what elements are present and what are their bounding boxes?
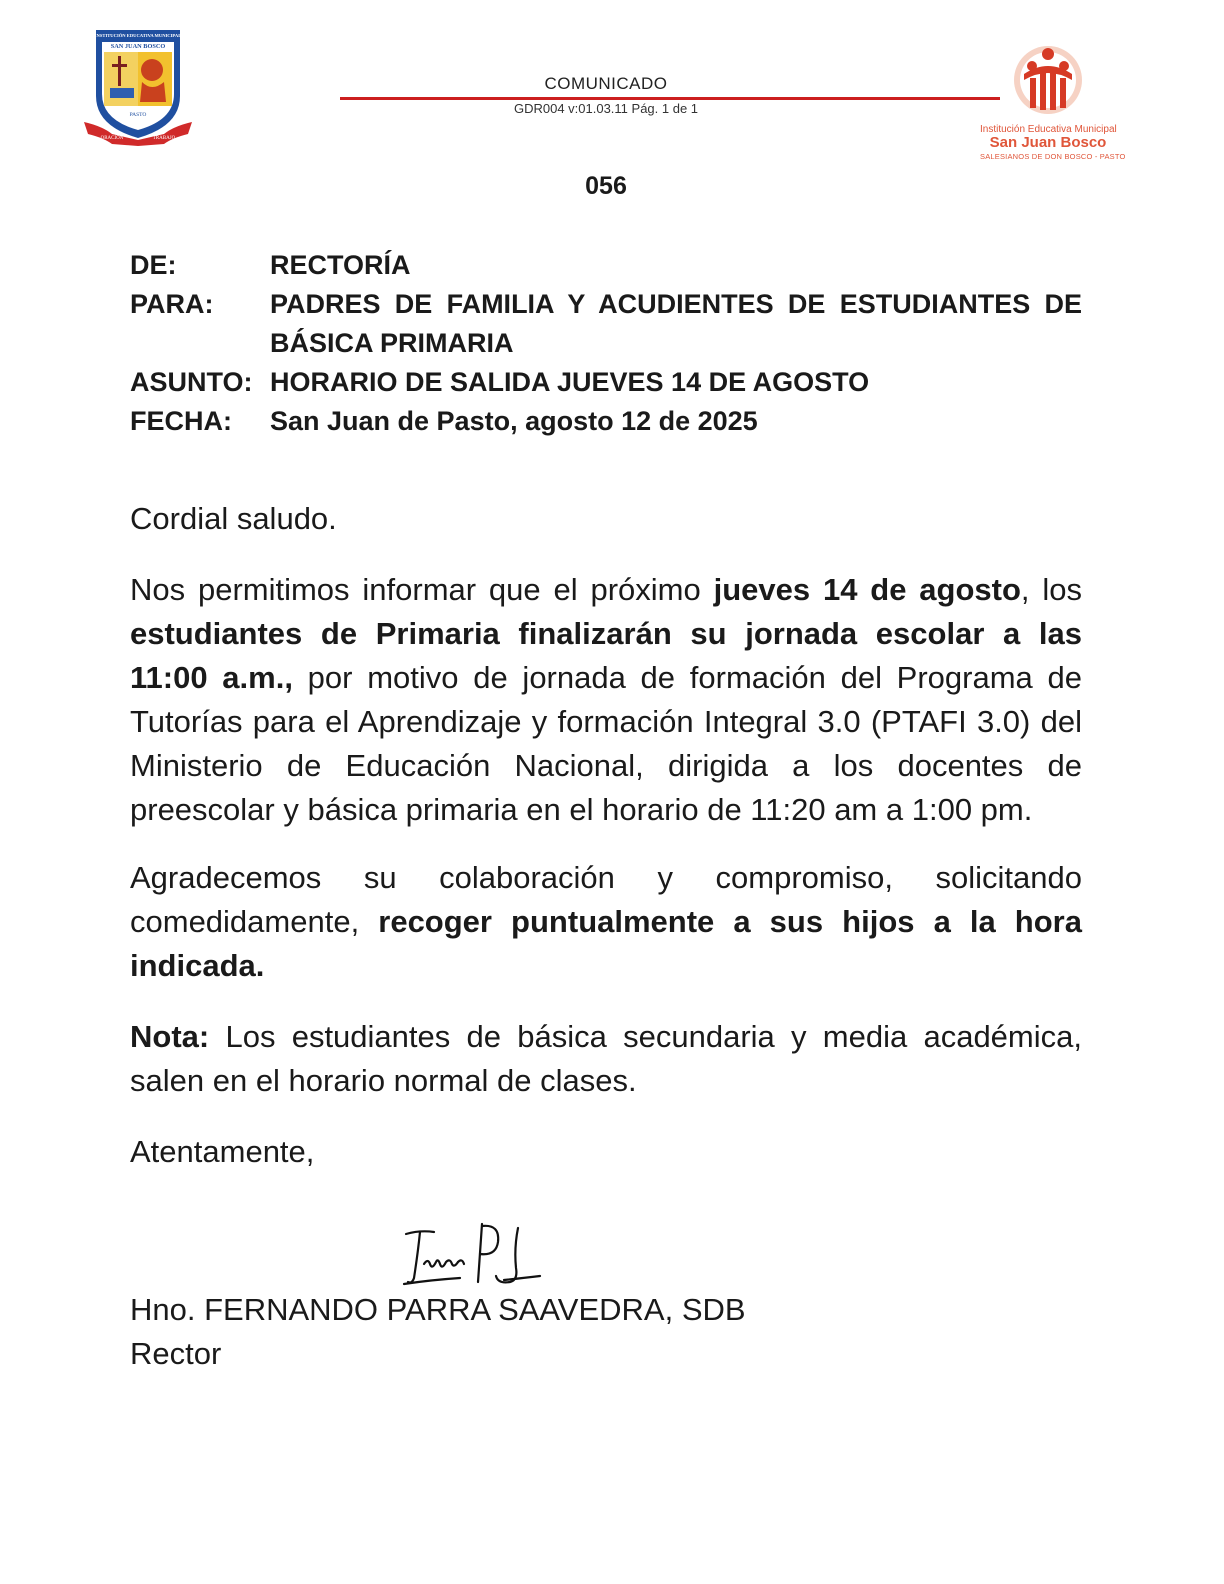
memo-to-label: PARA: (130, 289, 214, 319)
memo-date-value: San Juan de Pasto, agosto 12 de 2025 (270, 406, 758, 436)
handwritten-signature (400, 1218, 550, 1294)
memo-from-value: RECTORÍA (270, 250, 411, 280)
memo-to-value-line-1: PADRES DE FAMILIA Y ACUDIENTES DE ESTUDIANTES DE (270, 289, 1082, 319)
memo-date-label: FECHA: (130, 406, 232, 436)
school-crest-logo (82, 26, 194, 146)
document-code: GDR004 v:01.03.11 Pág. 1 de 1 (513, 101, 699, 116)
signer-name: Hno. FERNANDO PARRA SAAVEDRA, SDB (130, 1292, 746, 1327)
communique-number: 056 (585, 172, 627, 200)
document-title: COMUNICADO (544, 74, 668, 93)
logo-line-1: Institución Educativa Municipal (980, 124, 1117, 135)
memo-to-value-line-2: BÁSICA PRIMARIA (270, 328, 514, 358)
paragraph-note: Nota: Los estudiantes de básica secundaria y media académica, salen en el horario normal de clases. (130, 1019, 1082, 1098)
signer-role: Rector (130, 1336, 222, 1371)
logo-line-3: SALESIANOS DE DON BOSCO - PASTO (980, 152, 1126, 161)
header-divider (340, 97, 1000, 100)
institution-logo (980, 44, 1126, 168)
paragraph-request: Agradecemos su colaboración y compromiso, solicitando comedidamente, recoger puntualmente a sus hijos a la hora indicada. (130, 860, 1082, 983)
svg-text:SAN JUAN BOSCO: SAN JUAN BOSCO (110, 43, 166, 50)
svg-text:PASTO: PASTO (129, 112, 147, 118)
memo-subject-value: HORARIO DE SALIDA JUEVES 14 DE AGOSTO (270, 367, 870, 397)
svg-text:TRABAJO: TRABAJO (152, 136, 176, 141)
svg-text:INSTITUCIÓN EDUCATIVA MUNICIPA: INSTITUCIÓN EDUCATIVA MUNICIPAL (94, 33, 182, 38)
paragraph-announcement: Nos permitimos informar que el próximo jueves 14 de agosto, los estudiantes de Primaria finalizarán su jornada escolar a las 11:00 a.m., por motivo de jornada de formación del Programa de Tutorías para el Aprendizaje y formación Integral 3.0 (PTAFI 3.0) del Ministerio de Educación Nacional, dirigida a los docentes de preescolar y básica primaria en el horario de 11:20 am a 1:00 pm. (130, 572, 1083, 827)
svg-text:ORACIÓN: ORACIÓN (100, 136, 124, 141)
memo-from-label: DE: (130, 250, 177, 280)
memo-subject-label: ASUNTO: (130, 367, 253, 397)
salesian-emblem-icon (980, 44, 1116, 124)
logo-line-2: San Juan Bosco (989, 134, 1107, 151)
closing: Atentamente, (130, 1134, 315, 1169)
greeting: Cordial saludo. (130, 501, 337, 536)
